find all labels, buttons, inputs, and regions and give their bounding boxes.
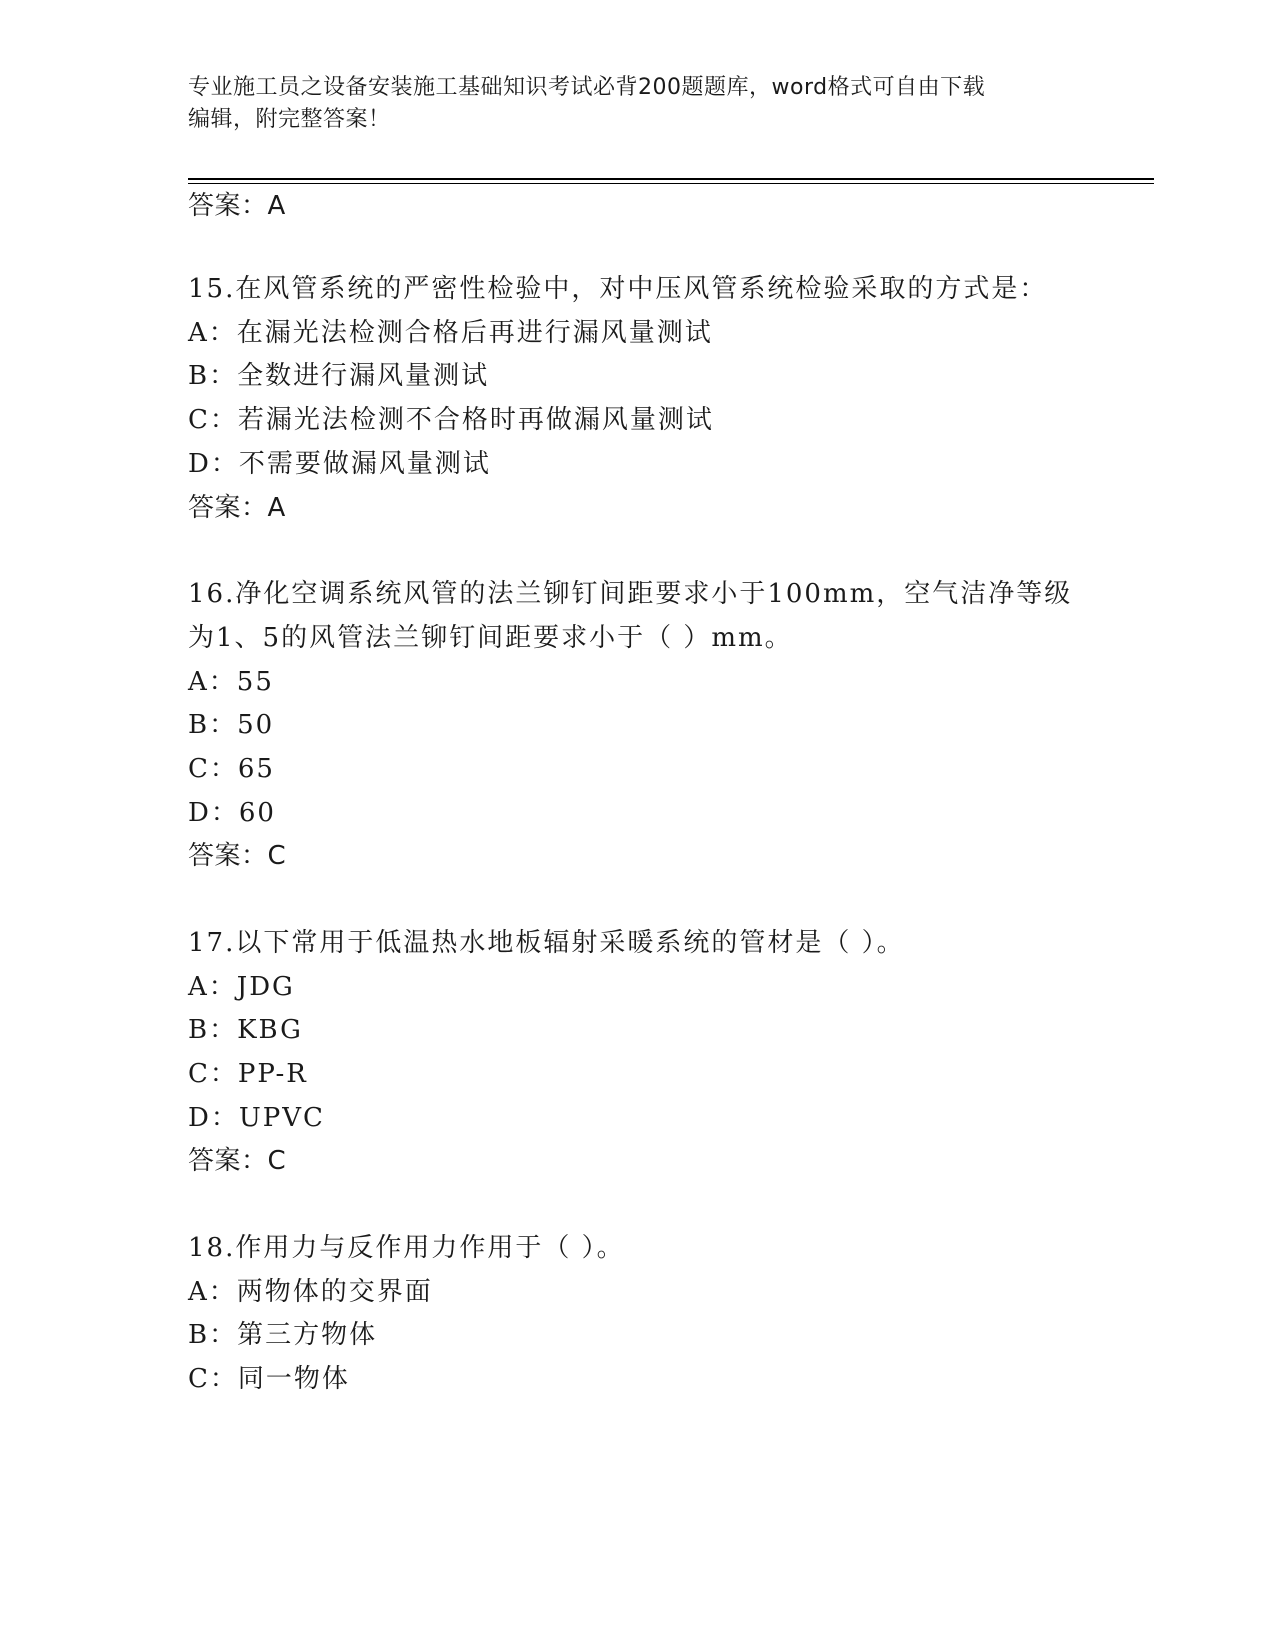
question-16-option-c: C：65 (188, 754, 275, 784)
document-header (188, 72, 1068, 136)
question-17-option-b: B：KBG (188, 1015, 303, 1045)
prev-answer: 答案：A (188, 191, 286, 221)
question-18-option-c: C：同一物体 (188, 1364, 350, 1394)
question-15-option-b: B：全数进行漏风量测试 (188, 361, 490, 391)
question-16-answer: 答案：C (188, 841, 287, 871)
question-16-option-d: D：60 (188, 798, 276, 828)
question-17-option-a: A：JDG (188, 972, 295, 1002)
question-17-answer: 答案：C (188, 1146, 287, 1176)
question-17-option-c: C：PP-R (188, 1059, 308, 1089)
question-18-stem: 18.作用力与反作用力作用于（ ）。 (188, 1233, 625, 1263)
header-line-2: 编辑，附完整答案！ (188, 107, 391, 132)
header-rule-thick (188, 178, 1154, 180)
question-16-option-b: B：50 (188, 710, 275, 740)
question-17-stem: 17.以下常用于低温热水地板辐射采暖系统的管材是（ ）。 (188, 928, 905, 958)
question-15-answer: 答案：A (188, 493, 286, 523)
question-17-option-d: D：UPVC (188, 1103, 325, 1133)
question-16-stem-line-1: 16.净化空调系统风管的法兰铆钉间距要求小于100mm，空气洁净等级 (188, 579, 1073, 609)
question-18-option-a: A：两物体的交界面 (188, 1277, 433, 1307)
question-15-option-c: C：若漏光法检测不合格时再做漏风量测试 (188, 405, 714, 435)
header-line-1: 专业施工员之设备安装施工基础知识考试必背200题题库，word格式可自由下载 (188, 75, 986, 100)
question-16-option-a: A：55 (188, 667, 274, 697)
question-16-stem-line-2: 为1、5的风管法兰铆钉间距要求小于（ ）mm。 (188, 623, 793, 653)
question-15-option-a: A：在漏光法检测合格后再进行漏风量测试 (188, 318, 713, 348)
header-rule-thin (188, 183, 1154, 184)
question-15-option-d: D：不需要做漏风量测试 (188, 449, 491, 479)
question-15-stem: 15.在风管系统的严密性检验中，对中压风管系统检验采取的方式是： (188, 274, 1048, 304)
question-18-option-b: B：第三方物体 (188, 1320, 378, 1350)
